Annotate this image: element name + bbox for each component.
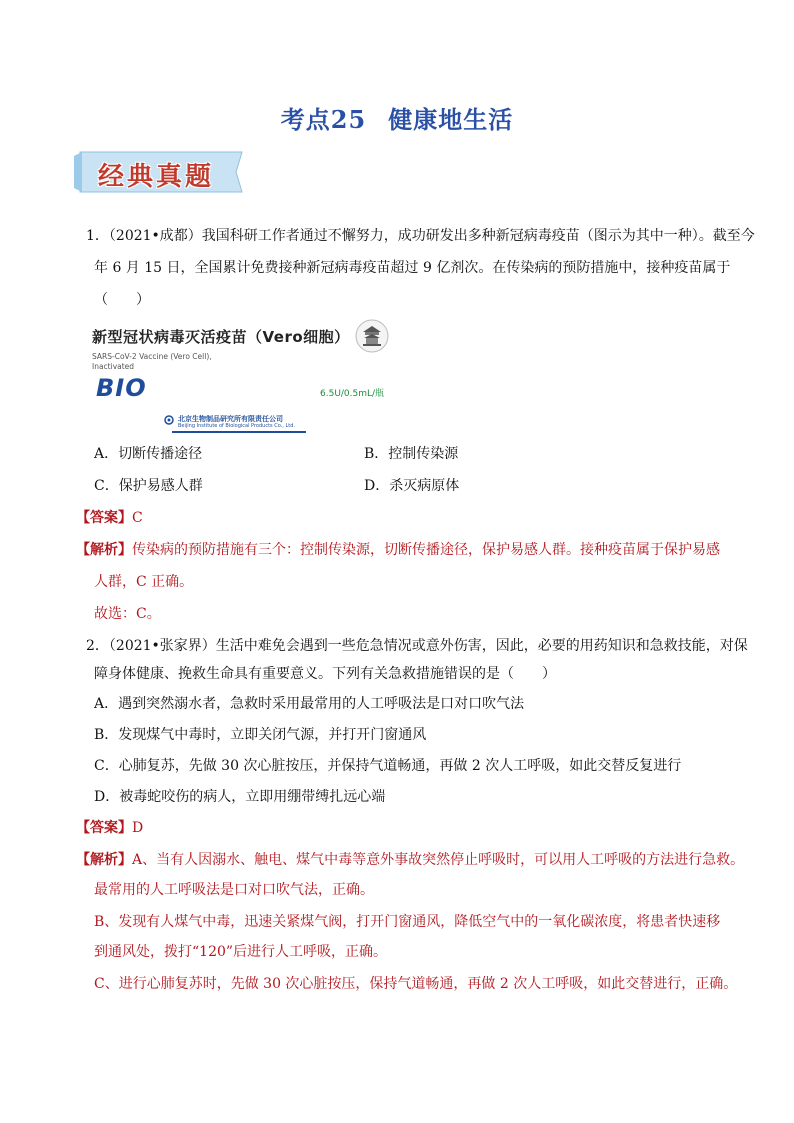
q2-answer-value: D [132,820,144,836]
vaccine-label-image [92,318,392,436]
maker-en-name: Beijing Institute of Biological Products Co., Ltd. [178,423,295,429]
q1-stem-line-3: （ ） [94,292,150,308]
q2-option-d: D．被毒蛇咬伤的病人，立即用绷带缚扎远心端 [94,789,386,805]
q2-stem-line-2: 障身体健康、挽救生命具有重要意义。下列有关急救措施错误的是（ ） [94,666,556,682]
q2-analysis-text-1: A、当有人因溺水、触电、煤气中毒等意外事故突然停止呼吸时，可以用人工呼吸的方法进行急救。 [132,852,745,868]
q2-analysis-line-3: B、发现有人煤气中毒，迅速关紧煤气阀，打开门窗通风，降低空气中的一氧化碳浓度，将患者快速移 [94,914,721,930]
q1-option-d: D．杀灭病原体 [364,478,460,494]
topic-name: 健康地生活 [388,105,514,134]
q1-answer-value: C [132,510,143,526]
q2-analysis-line-5: C、进行心肺复苏时，先做 30 次心脏按压，保持气道畅通，再做 2 次人工呼吸，如此交替进行，正确。 [94,976,738,992]
temple-emblem-icon [354,318,390,354]
q2-analysis-line-2: 最常用的人工呼吸法是口对口吹气法，正确。 [94,882,374,898]
q1-option-b: B．控制传染源 [364,446,459,462]
q1-analysis-line-1 [76,540,720,560]
q1-stem-line-2: 年 6 月 15 日，全国累计免费接种新冠病毒疫苗超过 9 亿剂次。在传染病的预防措施中，接种疫苗属于 [94,260,731,276]
q2-analysis-line-4: 到通风处，拨打“120”后进行人工呼吸，正确。 [94,944,388,960]
q1-answer [76,508,143,528]
topic-number: 考点25 [280,105,367,134]
maker-logo-icon [164,415,174,425]
banner-label: 经典真题 [98,162,215,192]
q1-option-c: C．保护易感人群 [94,478,203,494]
q2-option-b: B．发现煤气中毒时，立即关闭气源，并打开门窗通风 [94,727,427,743]
vaccine-en-name-1: SARS-CoV-2 Vaccine (Vero Cell), [92,352,212,361]
vaccine-en-name-2: Inactivated [92,362,135,371]
q2-stem-line-1: 2．（2021•张家界）生活中难免会遇到一些危急情况或意外伤害，因此，必要的用药知识和急救技能，对保 [86,638,748,654]
vaccine-dose: 6.5U/0.5mL/瓶 [320,389,385,399]
q2-analysis-line-1 [76,850,744,870]
q1-stem-line-1: 1．（2021•成都）我国科研工作者通过不懈努力，成功研发出多种新冠病毒疫苗（图示为其中一种）。截至今 [86,228,755,244]
q2-option-c: C．心肺复苏，先做 30 次心脏按压，并保持气道畅通，再做 2 次人工呼吸，如此交替反复进行 [94,758,682,774]
maker-underline [172,431,306,433]
maker-cn-name: 北京生物制品研究所有限责任公司 [178,415,283,423]
q1-option-a: A．切断传播途径 [94,446,203,462]
vaccine-en-name [92,352,292,372]
q1-analysis-tag: 【解析】 [76,542,132,558]
bio-logo: BIO [96,374,147,402]
section-banner [70,148,248,196]
q2-answer [76,818,143,838]
vaccine-cn-name: 新型冠状病毒灭活疫苗（Vero细胞） [92,328,350,346]
q1-analysis-line-2: 人群，C 正确。 [94,574,194,590]
q2-option-a: A．遇到突然溺水者，急救时采用最常用的人工呼吸法是口对口吹气法 [94,696,525,712]
q1-analysis-line-3: 故选：C。 [94,606,161,622]
q2-answer-tag: 【答案】 [76,820,132,836]
q1-answer-tag: 【答案】 [76,510,132,526]
q2-analysis-tag: 【解析】 [76,852,132,868]
page-title [0,100,794,135]
q1-analysis-text-1: 传染病的预防措施有三个：控制传染源，切断传播途径，保护易感人群。接种疫苗属于保护易感 [132,542,720,558]
